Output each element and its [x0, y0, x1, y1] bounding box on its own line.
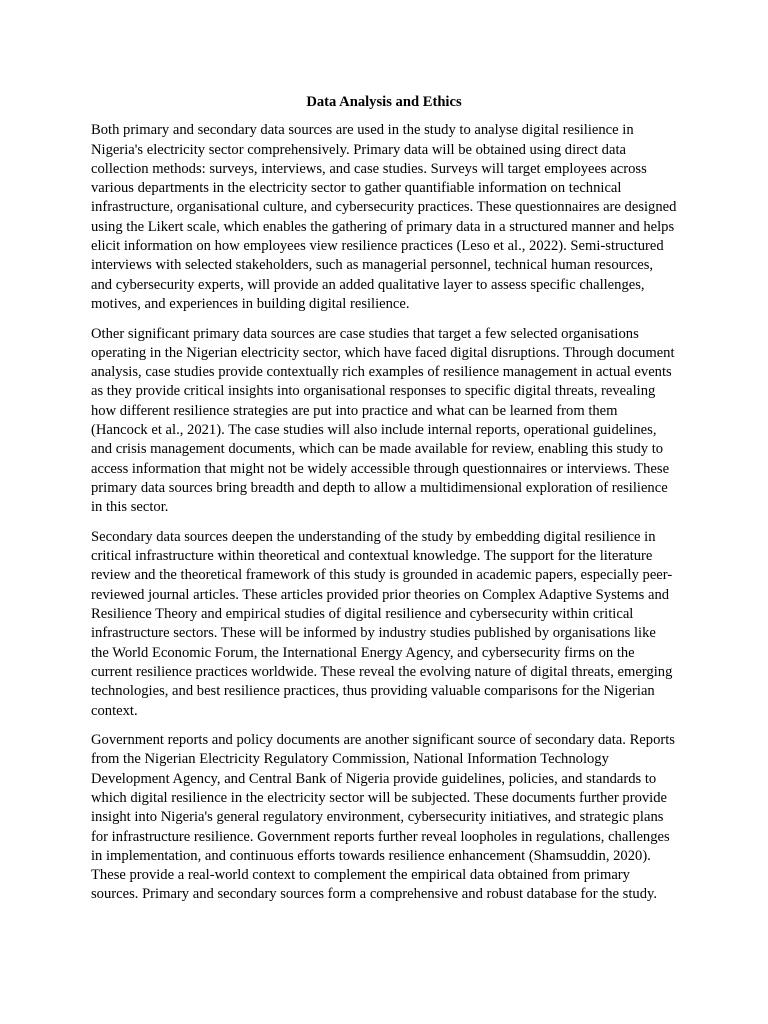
paragraph-secondary-sources: Secondary data sources deepen the understanding of the study by embedding digital resilience in critical infrastructure within theoretical and contextual knowledge. The support for the literature review and the theoretical framework of this study is grounded in academic papers, especially peer-reviewed journal articles. These articles provided prior theories on Complex Adaptive Systems and Resilience Theory and empirical studies of digital resilience and cybersecurity within critical infrastructure sectors. These will be informed by industry studies published by organisations like the World Economic Forum, the International Energy Agency, and cybersecurity firms on the current resilience practices worldwide. These reveal the evolving nature of digital threats, emerging technologies, and best resilience practices, thus providing valuable comparisons for the Nigerian context. — [91, 528, 673, 719]
document-body — [91, 93, 677, 915]
paragraph-government-reports: Government reports and policy documents are another significant source of secondary data. Reports from the Nigerian Electricity Regulatory Commission, National Information Technology Development Agency, and Central Bank of Nigeria provide guidelines, policies, and standards to which digital resilience in the electricity sector will be subjected. These documents further provide insight into Nigeria's general regulatory environment, cybersecurity initiatives, and strategic plans for infrastructure resilience. Government reports further reveal loopholes in regulations, challenges in implementation, and continuous efforts towards resilience enhancement (Shamsuddin, 2020). These provide a real-world context to complement the empirical data obtained from primary sources. Primary and secondary sources form a comprehensive and robust database for the study. — [91, 732, 675, 903]
paragraph-data-sources: Both primary and secondary data sources are used in the study to analyse digital resilience in Nigeria's electricity sector comprehensively. Primary data will be obtained using direct data collection methods: surveys, interviews, and case studies. Surveys will target employees across various departments in the electricity sector to gather quantifiable information on technical infrastructure, organisational culture, and cybersecurity practices. These questionnaires are designed using the Likert scale, which enables the gathering of primary data in a structured manner and helps elicit information on how employees view resilience practices (Leso et al., 2022). Semi-structured interviews with selected stakeholders, such as managerial personnel, technical human resources, and cybersecurity experts, will provide an added qualitative layer to assess specific challenges, motives, and experiences in building digital resilience. — [91, 122, 677, 312]
paragraph-case-studies: Other significant primary data sources are case studies that target a few selected organisations operating in the Nigerian electricity sector, which have faced digital disruptions. Through document analysis, case studies provide contextually rich examples of resilience management in actual events as they provide critical insights into organisational responses to specific digital threats, revealing how different resilience strategies are put into practice and what can be learned from them (Hancock et al., 2021). The case studies will also include internal reports, operational guidelines, and crisis management documents, which can be made available for review, enabling this study to access information that might not be widely accessible through questionnaires or interviews. These primary data sources bring breadth and depth to allow a multidimensional exploration of resilience in this sector. — [91, 325, 675, 516]
page-title: Data Analysis and Ethics — [306, 94, 462, 110]
